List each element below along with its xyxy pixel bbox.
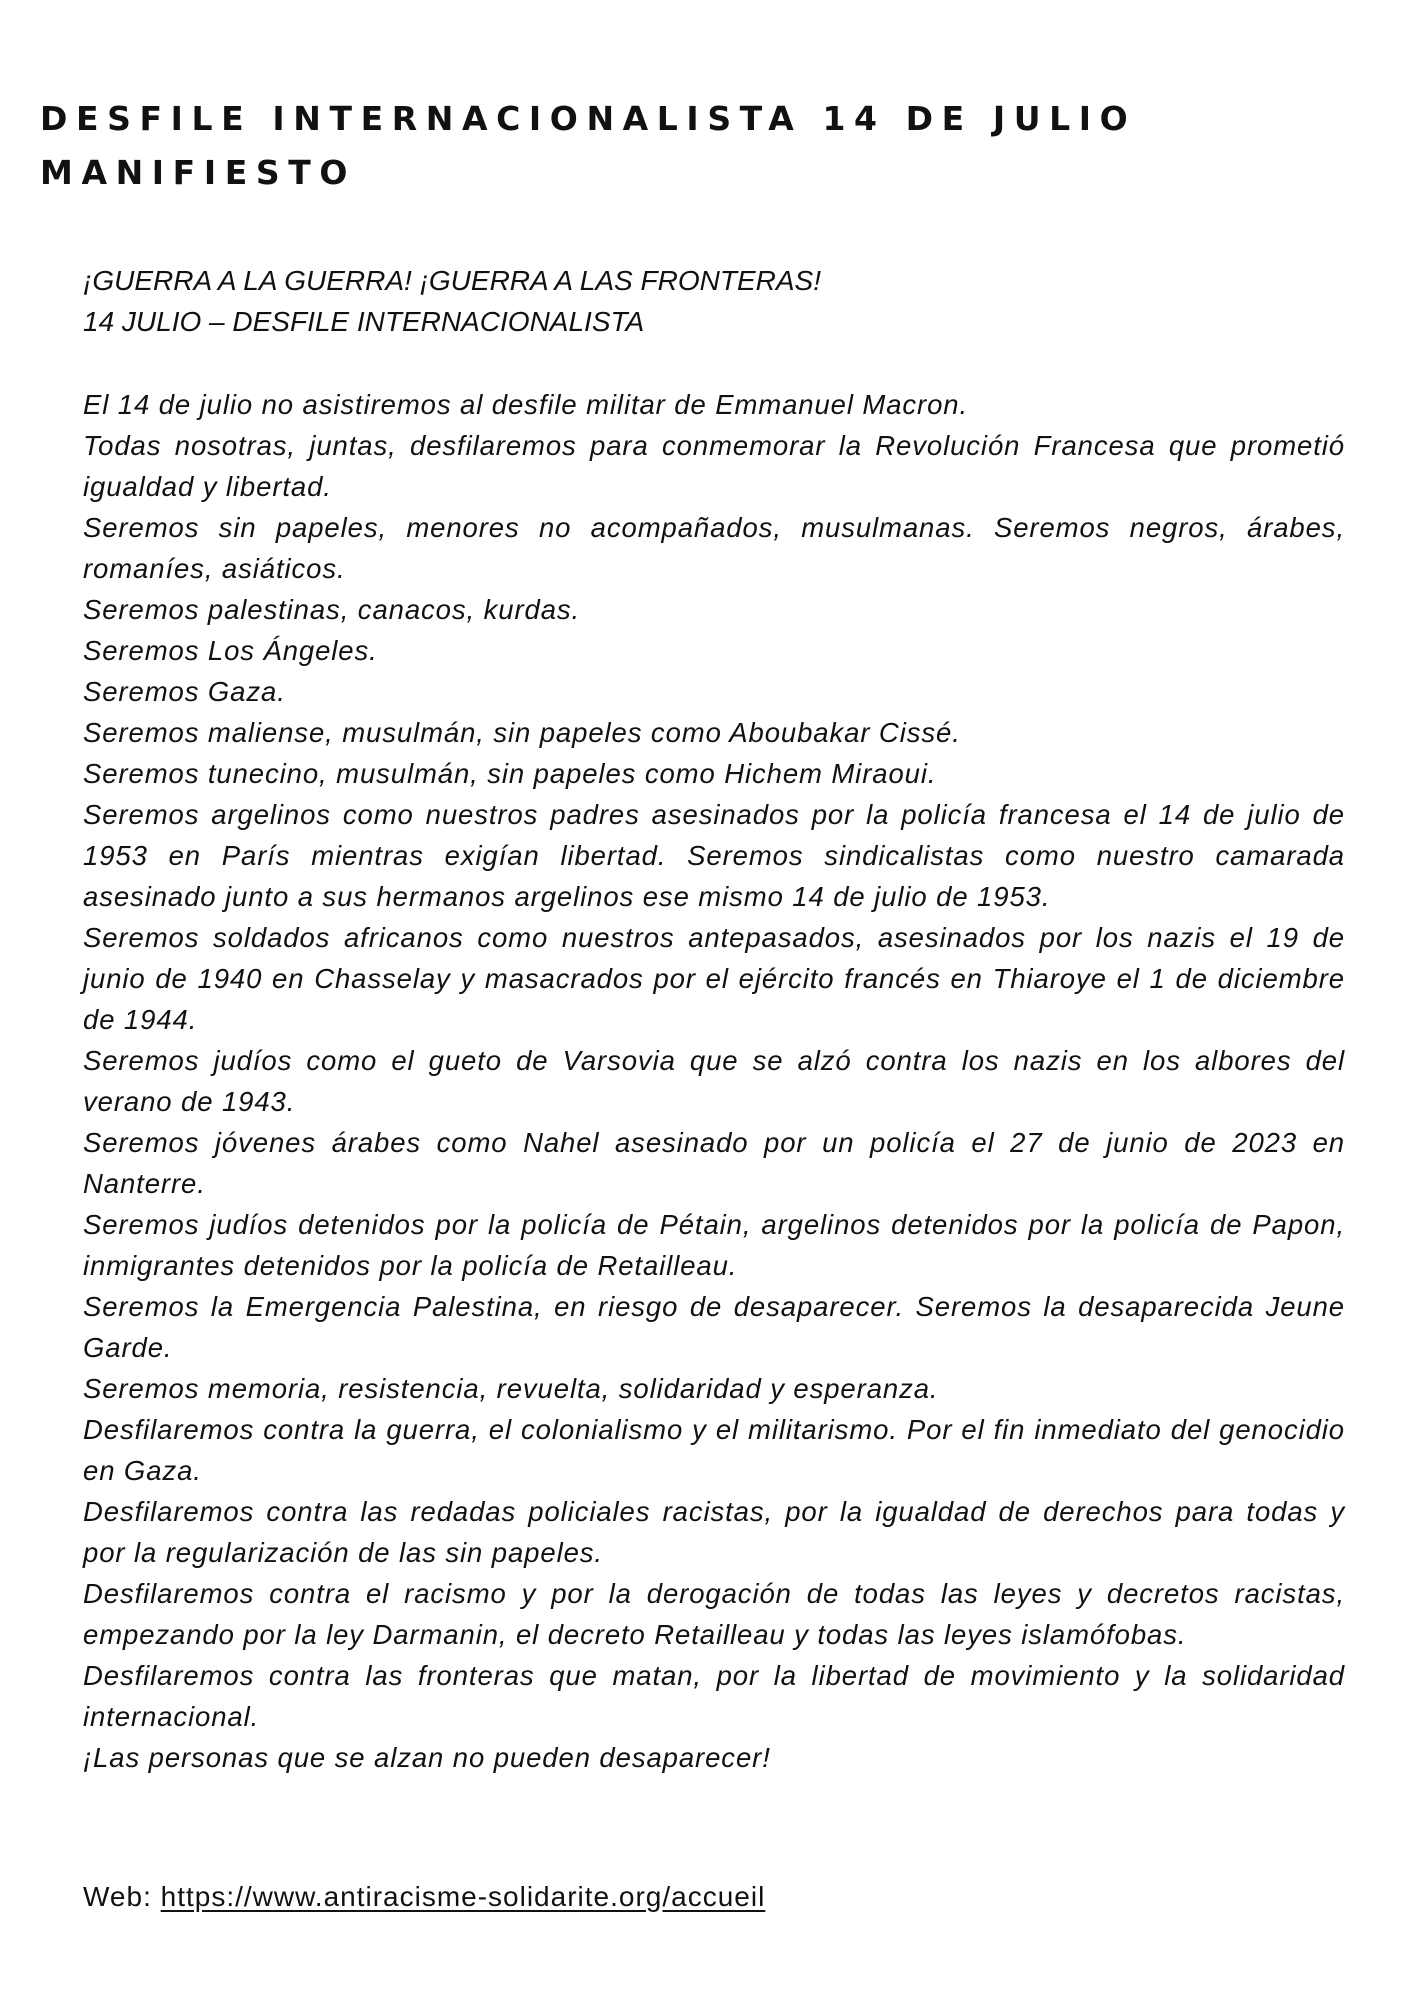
spacer — [83, 342, 1345, 384]
manifesto-paragraph: Seremos memoria, resistencia, revuelta, solidaridad y esperanza. — [83, 1373, 939, 1404]
manifesto-paragraph: Seremos palestinas, canacos, kurdas. — [83, 594, 581, 625]
manifesto-paragraph: Todas nosotras, juntas, desfilaremos para conmemorar la Revolución Francesa que prometió igualdad y libertad. — [83, 430, 1345, 502]
manifesto-paragraph: Desfilaremos contra el racismo y por la derogación de todas las leyes y decretos racistas, empezando por la ley Darmanin, el decreto Retailleau y todas las leyes islamófobas. — [83, 1578, 1345, 1650]
manifesto-paragraph: Seremos soldados africanos como nuestros antepasados, asesinados por los nazis el 19 de junio de 1940 en Chasselay y masacrados por el ejército francés en Thiaroye el 1 de diciembre de 1944. — [83, 922, 1345, 1035]
manifesto-paragraph: Seremos sin papeles, menores no acompañados, musulmanas. Seremos negros, árabes, romaníes, asiáticos. — [83, 512, 1345, 584]
manifesto-paragraph: Desfilaremos contra las fronteras que matan, por la libertad de movimiento y la solidaridad internacional. — [83, 1660, 1345, 1732]
manifesto-paragraph: Seremos judíos como el gueto de Varsovia que se alzó contra los nazis en los albores del verano de 1943. — [83, 1045, 1345, 1117]
footer-web — [83, 1877, 765, 1917]
slogan: ¡GUERRA A LA GUERRA! ¡GUERRA A LAS FRONTERAS! — [83, 265, 821, 296]
web-label: Web: — [83, 1881, 161, 1912]
event-subtitle: 14 JULIO – DESFILE INTERNACIONALISTA — [83, 306, 645, 337]
page-title: DESFILE INTERNACIONALISTA 14 DE JULIO — [40, 99, 1137, 138]
website-link[interactable]: https://www.antiracisme-solidarite.org/accueil — [160, 1881, 766, 1912]
manifesto-paragraph: Seremos tunecino, musulmán, sin papeles como Hichem Miraoui. — [83, 758, 937, 789]
document-header — [40, 92, 1340, 200]
manifesto-paragraph: Seremos Gaza. — [83, 676, 286, 707]
manifesto-paragraph: Seremos Los Ángeles. — [83, 635, 378, 666]
manifesto-paragraph: Desfilaremos contra la guerra, el colonialismo y el militarismo. Por el fin inmediato del genocidio en Gaza. — [83, 1414, 1345, 1486]
manifesto-paragraph: Seremos la Emergencia Palestina, en riesgo de desaparecer. Seremos la desaparecida Jeune Garde. — [83, 1291, 1345, 1363]
manifesto-paragraph: Seremos maliense, musulmán, sin papeles como Aboubakar Cissé. — [83, 717, 961, 748]
manifesto-paragraph: ¡Las personas que se alzan no pueden desaparecer! — [83, 1742, 771, 1773]
manifesto-paragraph: Seremos judíos detenidos por la policía de Pétain, argelinos detenidos por la policía de Papon, inmigrantes detenidos por la policía de Retailleau. — [83, 1209, 1345, 1281]
manifesto-body — [83, 260, 1345, 1778]
paragraph-list — [83, 384, 1345, 1778]
manifesto-paragraph: Seremos jóvenes árabes como Nahel asesinado por un policía el 27 de junio de 2023 en Nanterre. — [83, 1127, 1345, 1199]
manifesto-paragraph: El 14 de julio no asistiremos al desfile militar de Emmanuel Macron. — [83, 389, 969, 420]
manifesto-paragraph: Seremos argelinos como nuestros padres asesinados por la policía francesa el 14 de julio de 1953 en París mientras exigían libertad. Seremos sindicalistas como nuestro camarada asesinado junto a sus hermanos argelinos ese mismo 14 de julio de 1953. — [83, 799, 1345, 912]
page-subtitle: MANIFIESTO — [40, 153, 356, 192]
manifesto-paragraph: Desfilaremos contra las redadas policiales racistas, por la igualdad de derechos para todas y por la regularización de las sin papeles. — [83, 1496, 1345, 1568]
